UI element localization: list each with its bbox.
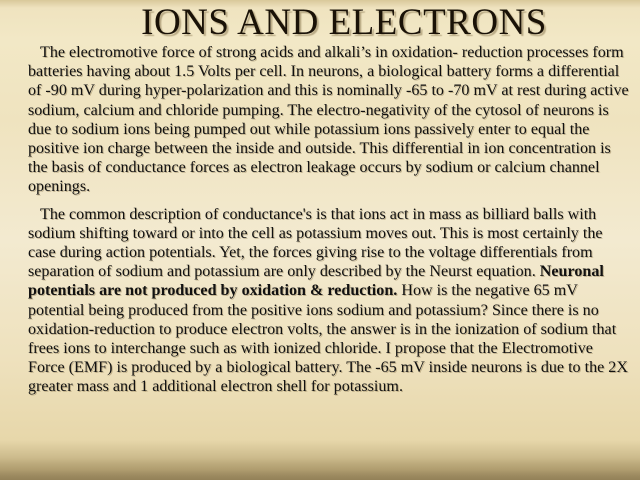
paragraph-conductance-continued: How is the negative 65 mV potential being produced from the positive ions sodium and potassium? Since there is no oxidation-reduction to produce electron volts, the answer is in the ionization of sodium that frees ions to interchange such as with ionized chloride. I propose that the Electromotive Force (EMF) is produced by a biological battery. The -65 mV inside neurons is due to the 2X greater mass and 1 additional electron shell for potassium. (28, 282, 628, 396)
paragraph-conductance-text: The common description of conductance's is that ions act in mass as billiard balls with sodium shifting toward or into the cell as potassium moves out. This is most certainly the case during action potentials. Yet, the forces giving rise to the voltage differentials from separation of sodium and potassium are only described by the Neurst equation. (28, 205, 603, 281)
slide-title: IONS AND ELECTRONS (141, 2, 547, 43)
bold-statement: Neuronal potentials are not produced by oxidation & reduction. (28, 263, 604, 300)
bottom-shade (0, 458, 640, 480)
paragraph-conductance (28, 205, 632, 397)
slide-body (28, 43, 632, 397)
paragraph-emf-neurons: The electromotive force of strong acids and alkali’s in oxidation- reduction processes form batteries having about 1.5 Volts per cell. In neurons, a biological battery forms a differential of -90 mV during hyper-polarization and this is nominally -65 to -70 mV at rest during active sodium, calcium and chloride pumping. The electro-negativity of the cytosol of neurons is due to sodium ions being pumped out while potassium ions passively enter to equal the positive ion charge between the inside and outside. This differential in ion concentration is the basis of conductance forces as electron leakage occurs by sodium or calcium channel openings. (28, 44, 629, 196)
